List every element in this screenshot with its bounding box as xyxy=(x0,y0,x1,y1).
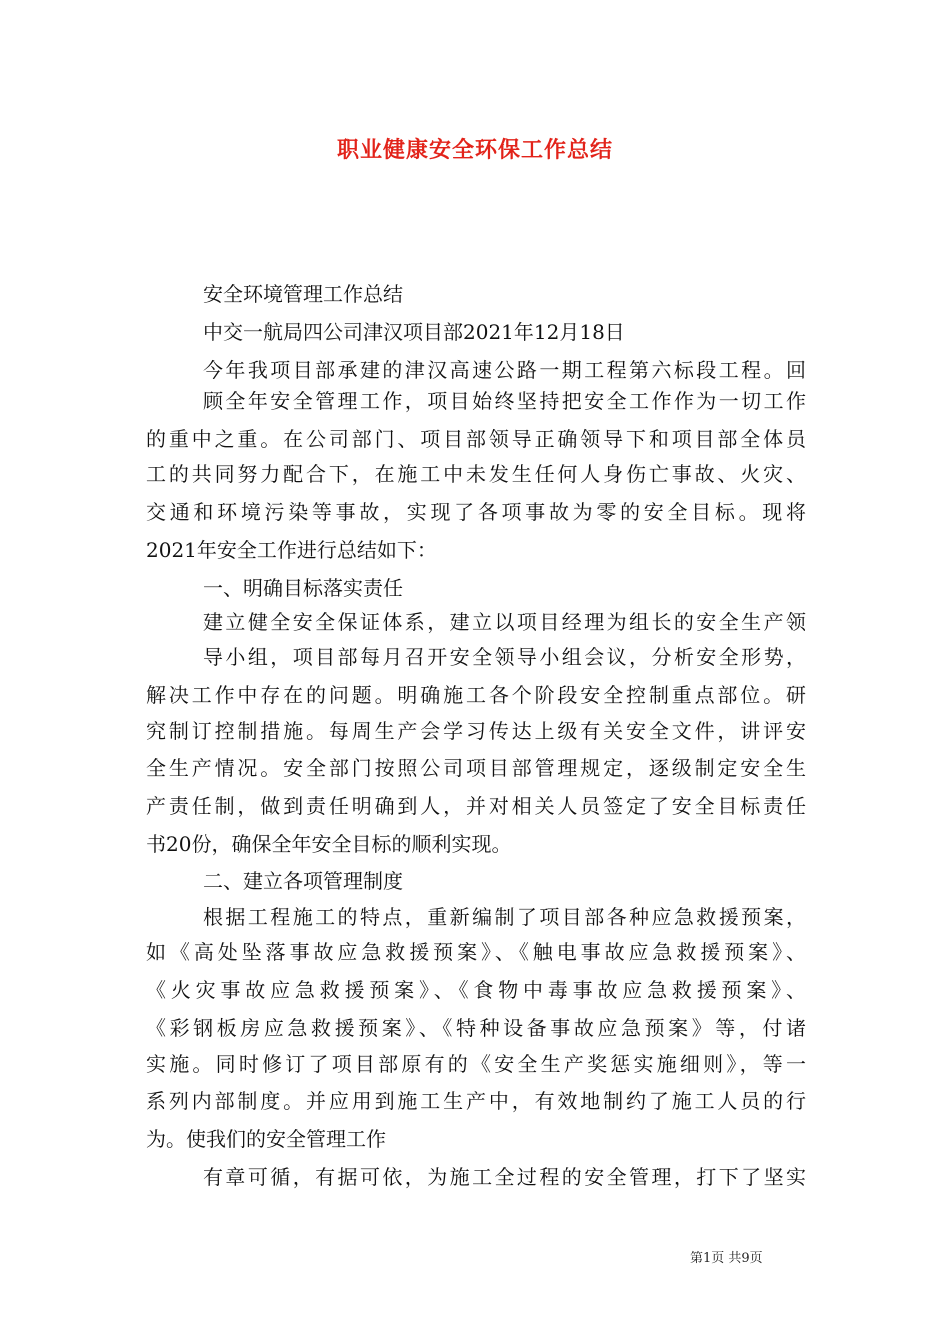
body-line: 书20份，确保全年安全目标的顺利实现。 xyxy=(146,832,512,856)
body-line: 有章可循，有据可依，为施工全过程的安全管理，打下了坚实 xyxy=(203,1165,806,1189)
body-line: 今年我项目部承建的津汉高速公路一期工程第六标段工程。回 xyxy=(203,358,806,382)
body-line: 《彩钢板房应急救援预案》、《特种设备事故应急预案》等，付诸 xyxy=(146,1016,806,1040)
document-title: 职业健康安全环保工作总结 xyxy=(336,138,613,163)
body-line: 交通和环境污染等事故，实现了各项事故为零的安全目标。现将 xyxy=(146,500,806,524)
section-heading: 一、明确目标落实责任 xyxy=(203,576,403,600)
body-line: 《火灾事故应急救援预案》、《食物中毒事故应急救援预案》、 xyxy=(146,978,806,1002)
body-line: 2021年安全工作进行总结如下： xyxy=(146,538,437,562)
body-line: 如《高处坠落事故应急救援预案》、《触电事故应急救援预案》、 xyxy=(146,940,806,964)
body-line: 解决工作中存在的问题。明确施工各个阶段安全控制重点部位。研 xyxy=(146,683,806,707)
body-line: 实施。同时修订了项目部原有的《安全生产奖惩实施细则》，等一 xyxy=(146,1052,806,1076)
body-line: 导小组，项目部每月召开安全领导小组会议，分析安全形势， xyxy=(203,645,806,669)
body-line: 顾全年安全管理工作，项目始终坚持把安全工作作为一切工作 xyxy=(203,389,806,413)
body-line: 建立健全安全保证体系，建立以项目经理为组长的安全生产领 xyxy=(203,610,806,634)
body-line: 工的共同努力配合下，在施工中未发生任何人身伤亡事故、火灾、 xyxy=(146,462,806,486)
body-line: 中交一航局四公司津汉项目部2021年12月18日 xyxy=(203,320,625,344)
page-number: 第1页 共9页 xyxy=(690,1251,763,1266)
body-line: 产责任制，做到责任明确到人，并对相关人员签定了安全目标责任 xyxy=(146,794,806,818)
body-line: 究制订控制措施。每周生产会学习传达上级有关安全文件，讲评安 xyxy=(146,719,806,743)
body-line: 为。使我们的安全管理工作 xyxy=(146,1127,386,1151)
body-line: 的重中之重。在公司部门、项目部领导正确领导下和项目部全体员 xyxy=(146,427,806,451)
body-line: 全生产情况。安全部门按照公司项目部管理规定，逐级制定安全生 xyxy=(146,756,806,780)
body-line: 安全环境管理工作总结 xyxy=(203,282,403,306)
body-line: 根据工程施工的特点，重新编制了项目部各种应急救援预案， xyxy=(203,905,806,929)
body-line: 系列内部制度。并应用到施工生产中，有效地制约了施工人员的行 xyxy=(146,1089,806,1113)
section-heading: 二、建立各项管理制度 xyxy=(203,869,403,893)
